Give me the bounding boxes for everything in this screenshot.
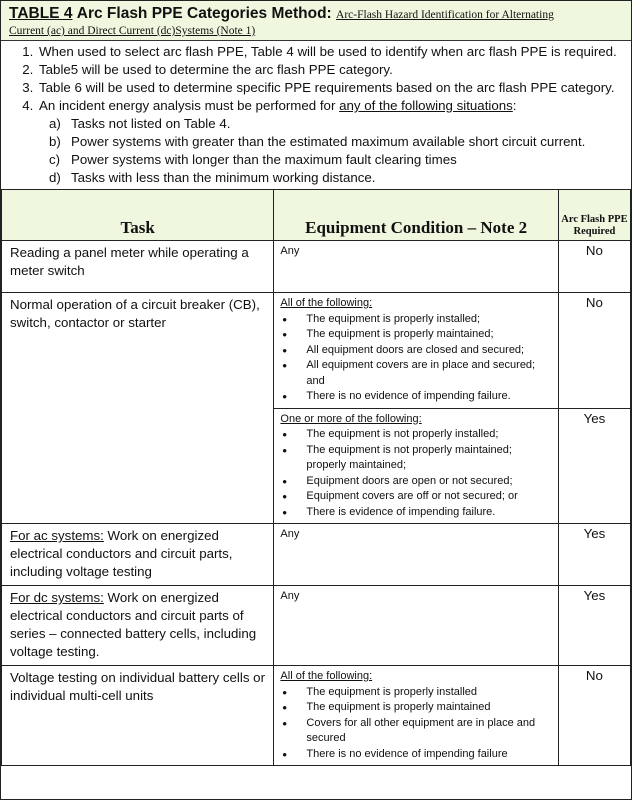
intro-list <box>7 43 625 187</box>
condition-item: • The equipment is properly installed; <box>302 312 552 328</box>
situation-text: Tasks not listed on Table 4. <box>71 116 231 131</box>
situation-text: Tasks with less than the minimum working distance. <box>71 170 376 185</box>
situation-item <box>47 169 625 187</box>
condition-item: • There is no evidence of impending failure. <box>302 389 552 405</box>
condition-item: • All equipment covers are in place and secured; and <box>302 358 552 389</box>
situation-marker: b) <box>49 134 61 149</box>
condition-item: • The equipment is not properly maintained; properly maintained; <box>302 443 552 474</box>
equipment-cell <box>274 408 558 524</box>
equipment-text: Any <box>280 528 300 540</box>
table-subtitle-a: Arc-Flash Hazard Identification for Alternating <box>336 9 554 21</box>
intro-item: 3. Table 6 will be used to determine specific PPE requirements based on the arc flash PPE category. <box>37 79 625 97</box>
ppe-table <box>1 189 631 766</box>
table-row <box>2 524 631 586</box>
intro-item-4-prefix: An incident energy analysis must be performed for <box>39 98 340 113</box>
equipment-cell <box>274 524 558 586</box>
equipment-condition-list <box>280 685 552 763</box>
situation-text: Power systems with longer than the maximum fault clearing times <box>71 152 457 167</box>
condition-item: • The equipment is properly maintained <box>302 700 552 716</box>
equipment-text: Any <box>280 590 300 602</box>
task-cell <box>2 293 274 524</box>
ppe-cell: No <box>558 666 630 766</box>
ppe-cell: No <box>558 241 630 293</box>
condition-item: • Covers for all other equipment are in place and secured <box>302 716 552 747</box>
situation-marker: d) <box>49 170 61 185</box>
task-cell <box>2 666 274 766</box>
situation-item <box>47 151 625 169</box>
table-method: Arc Flash PPE Categories Method: <box>76 5 332 22</box>
situation-list <box>39 115 625 187</box>
task-text: Work on energized electrical conductors and circuit parts, including voltage testing <box>10 528 233 579</box>
equipment-condition-list <box>280 427 552 520</box>
table-row <box>2 586 631 666</box>
ppe-cell: No <box>558 293 630 409</box>
equipment-cell <box>274 586 558 666</box>
task-text: Work on energized electrical conductors and circuit parts of series – connected battery cells, including voltage testing. <box>10 590 257 659</box>
condition-item: • The equipment is properly installed <box>302 685 552 701</box>
table-header-banner <box>1 1 631 41</box>
table-row <box>2 666 631 766</box>
intro-item-4-suffix: : <box>512 98 517 113</box>
column-header-task: Task <box>2 190 274 241</box>
intro-item: 1. When used to select arc flash PPE, Table 4 will be used to identify when arc flash PPE is required. <box>37 43 625 61</box>
task-system-label: For ac systems: <box>10 528 104 543</box>
condition-item: • The equipment is not properly installed; <box>302 427 552 443</box>
equipment-cell <box>274 293 558 409</box>
intro-item: 2. Table5 will be used to determine the arc flash PPE category. <box>37 61 625 79</box>
table-header-row <box>2 190 631 241</box>
condition-item: • All equipment doors are closed and secured; <box>302 343 552 359</box>
task-cell <box>2 241 274 293</box>
situation-marker: c) <box>49 152 61 167</box>
equipment-condition-heading: One or more of the following: <box>280 412 422 425</box>
intro-item-4 <box>37 97 625 187</box>
situation-item <box>47 133 625 151</box>
ppe-cell: Yes <box>558 586 630 666</box>
task-system-label: For dc systems: <box>10 590 104 605</box>
equipment-cell <box>274 666 558 766</box>
condition-item: • Equipment covers are off or not secured; or <box>302 489 552 505</box>
task-text: Voltage testing on individual battery cells or individual multi-cell units <box>10 670 266 703</box>
situation-marker: a) <box>49 116 61 131</box>
column-header-ppe: Arc Flash PPE Required <box>558 190 630 241</box>
column-header-equipment: Equipment Condition – Note 2 <box>274 190 558 241</box>
table-subtitle-b: Current (ac) and Direct Current (dc)Systems (Note 1) <box>9 25 256 37</box>
task-cell <box>2 586 274 666</box>
equipment-condition-heading: All of the following: <box>280 670 373 682</box>
condition-item: • There is no evidence of impending failure <box>302 747 552 763</box>
condition-item: • The equipment is properly maintained; <box>302 327 552 343</box>
ppe-cell: Yes <box>558 524 630 586</box>
equipment-cell <box>274 241 558 293</box>
situation-item <box>47 115 625 133</box>
condition-item: • There is evidence of impending failure. <box>302 505 552 521</box>
ppe-cell: Yes <box>558 408 630 524</box>
situation-text: Power systems with greater than the estimated maximum available short circuit current. <box>71 134 586 149</box>
task-cell <box>2 524 274 586</box>
intro-item-4-emphasis: any of the following situations <box>339 98 513 113</box>
table-title <box>9 5 625 24</box>
condition-item: • Equipment doors are open or not secured; <box>302 474 552 490</box>
table-row <box>2 293 631 409</box>
intro-section <box>1 41 631 189</box>
table-label: TABLE 4 <box>9 5 73 22</box>
table-row <box>2 241 631 293</box>
equipment-condition-list <box>280 312 552 405</box>
task-text: Reading a panel meter while operating a meter switch <box>10 245 249 278</box>
equipment-text: Any <box>280 245 300 257</box>
equipment-condition-heading: All of the following: <box>280 297 373 309</box>
task-text: Normal operation of a circuit breaker (CB), switch, contactor or starter <box>10 297 260 330</box>
